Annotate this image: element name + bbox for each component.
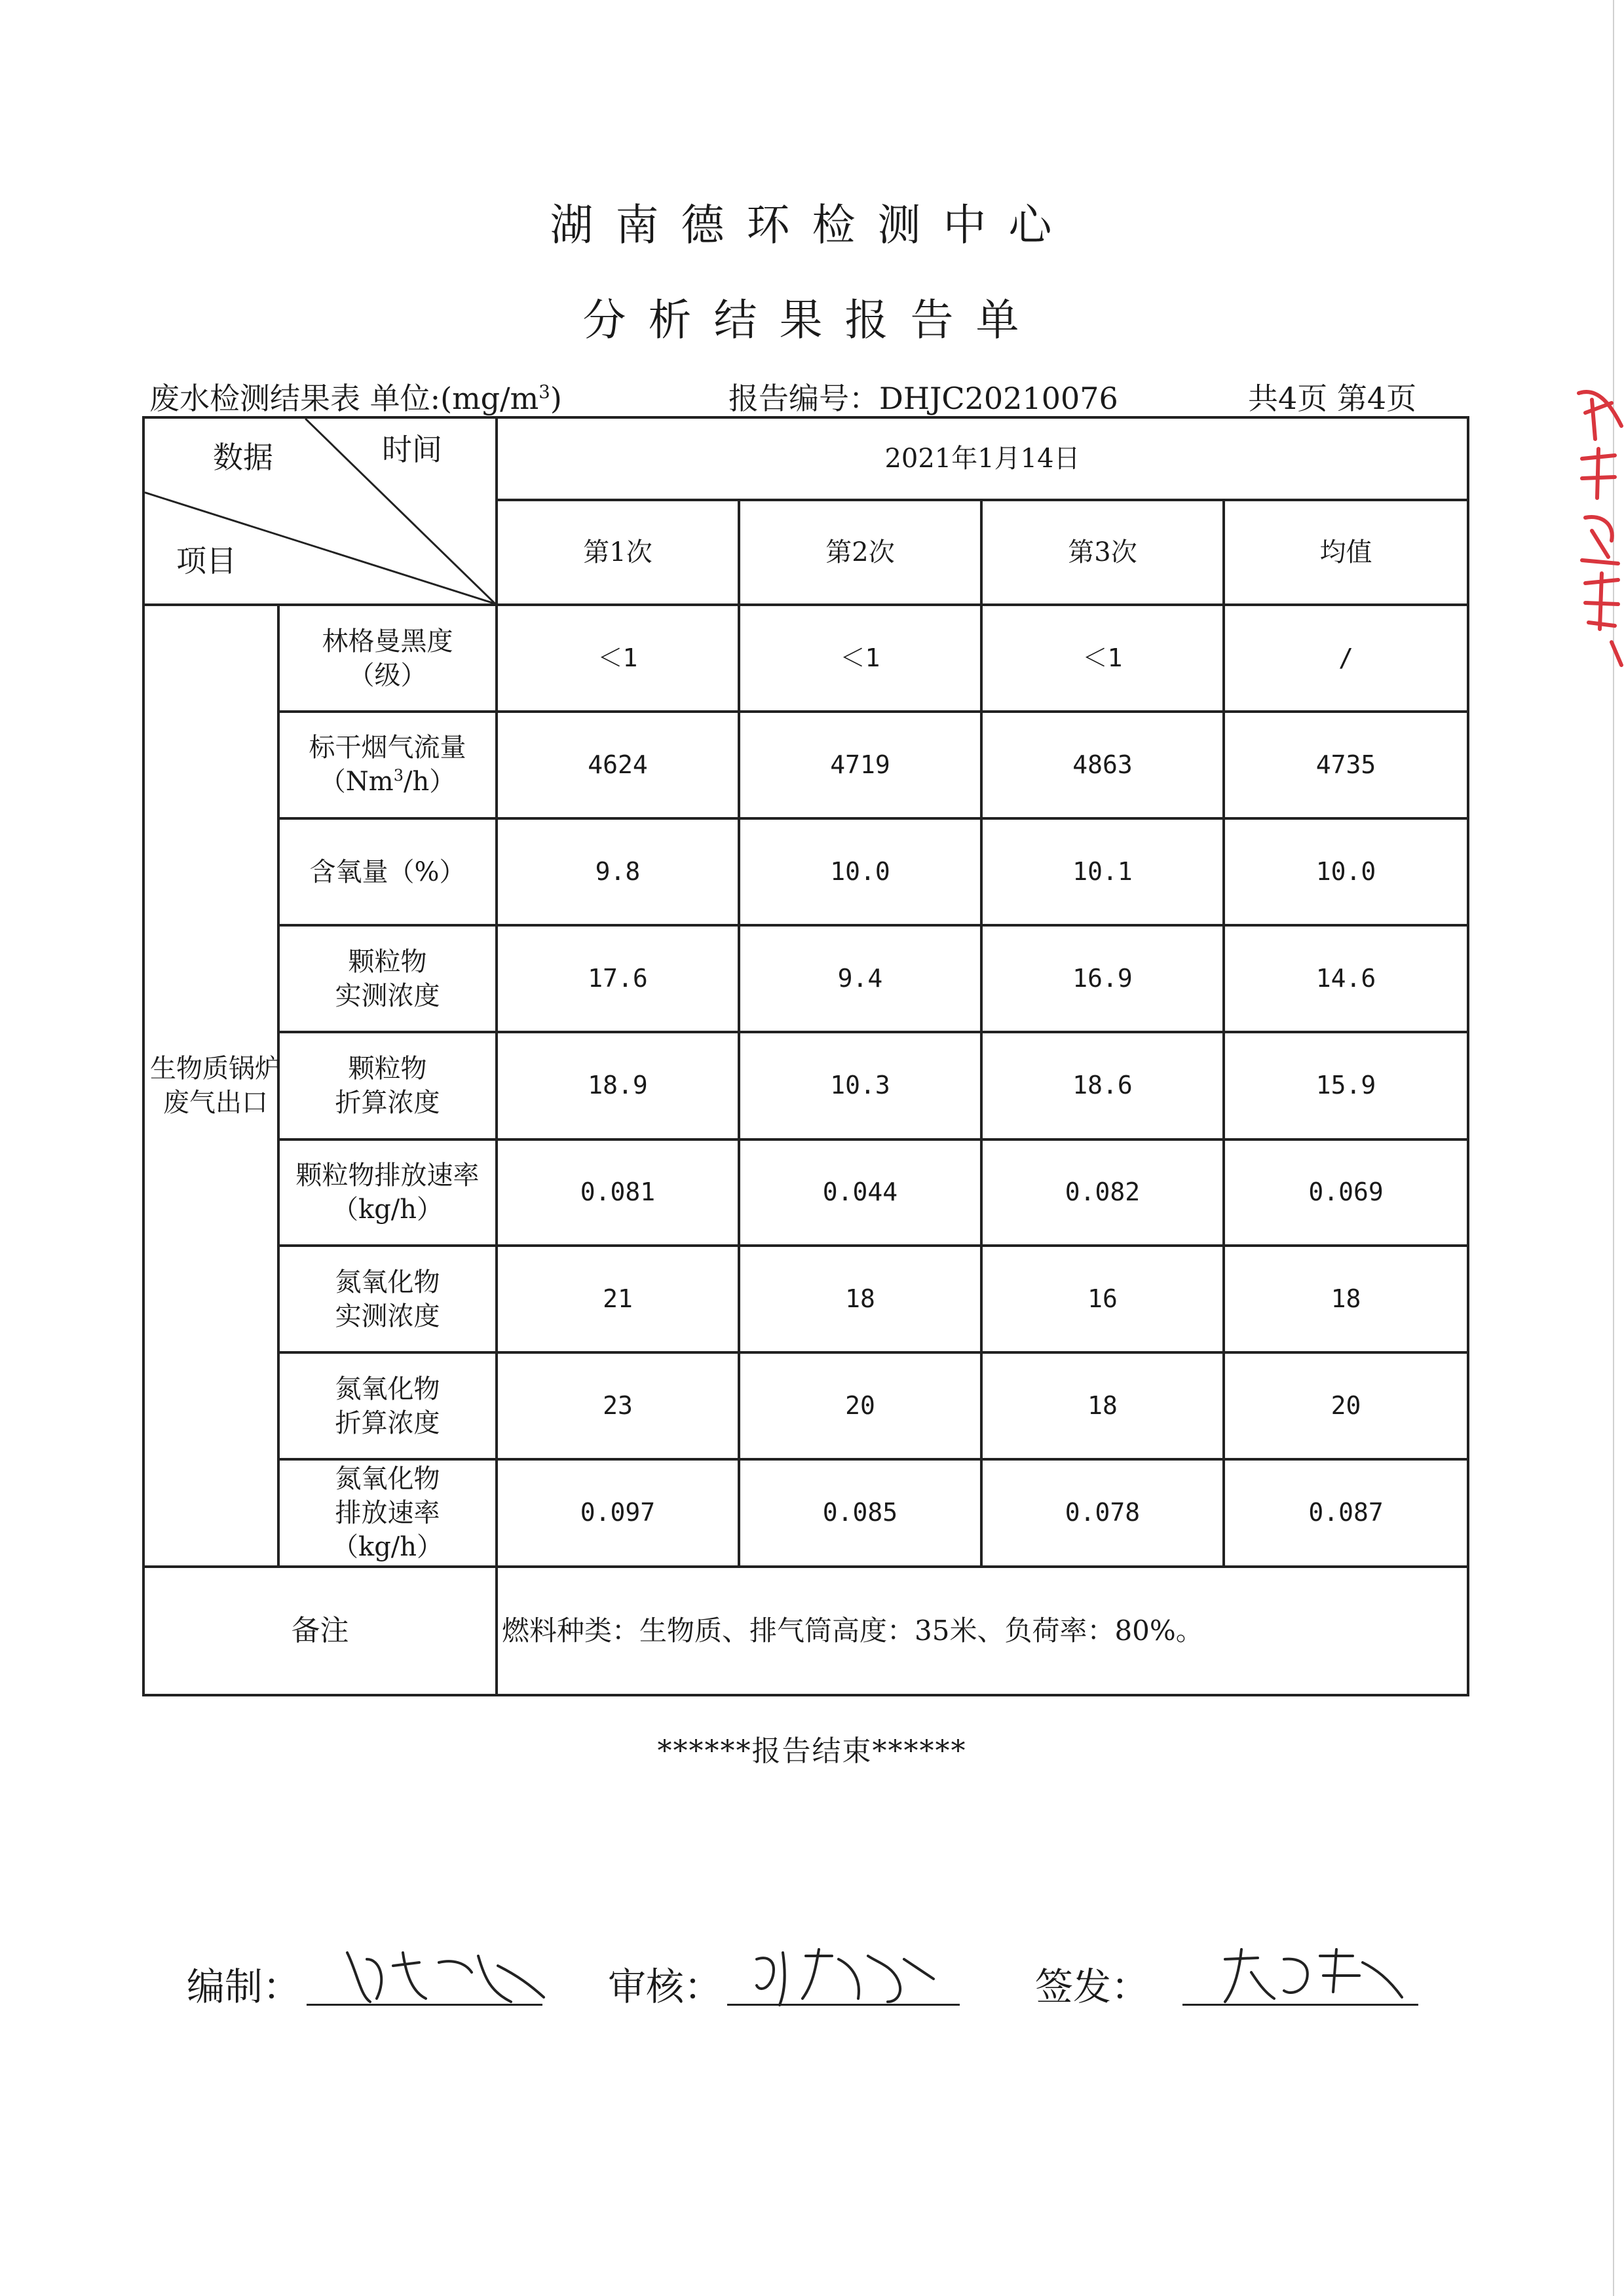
header-corner-cell — [143, 417, 497, 605]
table-row — [143, 1459, 1468, 1566]
value-cell: 0.082 — [981, 1139, 1224, 1246]
corner-label-time: 时间 — [382, 432, 442, 467]
row-label-line1: 氮氧化物 — [335, 1464, 440, 1495]
value-cell: 9.8 — [497, 818, 739, 925]
seal-stamp — [1572, 367, 1624, 668]
value-cell: 23 — [497, 1352, 739, 1459]
value-cell: 0.081 — [497, 1139, 739, 1246]
table-row — [143, 1246, 1468, 1352]
corner-label-item: 项目 — [176, 543, 236, 579]
row-label-line1: 氮氧化物 — [335, 1267, 440, 1297]
value-cell: 0.078 — [981, 1459, 1224, 1566]
report-number-value: DHJC20210076 — [879, 381, 1118, 416]
value-cell: 10.3 — [739, 1032, 981, 1139]
reviewed-by-label: 审核： — [608, 1964, 723, 2009]
table-row — [143, 1032, 1468, 1139]
report-number-label: 报告编号： — [728, 381, 879, 416]
row-label-line1: 标干烟气流量 — [309, 733, 466, 763]
table-row — [143, 818, 1468, 925]
row-label-line2: 实测浓度 — [335, 1301, 440, 1331]
value-cell: 17.6 — [497, 925, 739, 1032]
value-cell: 0.087 — [1224, 1459, 1468, 1566]
compiled-by-signature — [341, 1940, 550, 2012]
value-cell: 20 — [1224, 1352, 1468, 1459]
end-of-report: ******报告结束****** — [657, 1734, 967, 1768]
row-label-line1: 颗粒物 — [348, 946, 427, 977]
value-cell: 0.085 — [739, 1459, 981, 1566]
value-cell: 10.0 — [739, 818, 981, 925]
value-cell: 15.9 — [1224, 1032, 1468, 1139]
value-cell: 4863 — [981, 712, 1224, 818]
value-cell: 18.6 — [981, 1032, 1224, 1139]
row-label — [278, 1459, 497, 1566]
value-cell: 18 — [981, 1352, 1224, 1459]
row-label — [278, 712, 497, 818]
date-header-cell: 2021年1月14日 — [497, 417, 1468, 500]
row-label — [278, 1032, 497, 1139]
org-name: 湖南德环检测中心 — [550, 200, 1074, 250]
value-cell: ＜1 — [981, 605, 1224, 711]
value-cell: 0.069 — [1224, 1139, 1468, 1246]
row-label-line1: 颗粒物 — [348, 1054, 427, 1084]
value-cell: ＜1 — [497, 605, 739, 711]
remark-row — [143, 1567, 1468, 1695]
row-label — [278, 1352, 497, 1459]
document-title: 分析结果报告单 — [582, 295, 1042, 345]
value-cell: 21 — [497, 1246, 739, 1352]
table-row — [143, 1139, 1468, 1246]
value-cell: / — [1224, 605, 1468, 711]
compiled-by-label: 编制： — [187, 1964, 301, 2009]
value-cell: 18.9 — [497, 1032, 739, 1139]
table-row — [143, 712, 1468, 818]
row-label — [278, 1139, 497, 1246]
row-label-line1: 林格曼黑度 — [322, 626, 453, 657]
row-label-line2: 实测浓度 — [335, 980, 440, 1011]
group-label-cell — [143, 605, 281, 1566]
value-cell: 10.0 — [1224, 818, 1468, 925]
results-table — [142, 416, 1469, 1696]
remark-label: 备注 — [143, 1567, 497, 1695]
table-caption-sup: 3 — [538, 381, 550, 403]
remark-text: 燃料种类：生物质、排气筒高度：35米、负荷率：80%。 — [497, 1567, 1468, 1695]
row-label — [278, 1246, 497, 1352]
col-header-2: 第2次 — [739, 500, 981, 605]
row-label-line2: 排放速率 — [335, 1498, 440, 1529]
value-cell: 0.097 — [497, 1459, 739, 1566]
report-number — [728, 375, 1118, 418]
row-label — [278, 925, 497, 1032]
value-cell: 16.9 — [981, 925, 1224, 1032]
value-cell: 4719 — [739, 712, 981, 818]
table-row — [143, 925, 1468, 1032]
page-info: 共4页 第4页 — [1248, 381, 1417, 416]
corner-label-data: 数据 — [213, 440, 273, 475]
approved-by-label: 签发： — [1035, 1964, 1150, 2009]
row-label-line1: 颗粒物排放速率 — [295, 1160, 480, 1191]
table-row — [143, 1352, 1468, 1459]
row-label-line1: 氮氧化物 — [335, 1373, 440, 1404]
value-cell: 10.1 — [981, 818, 1224, 925]
group-label: 生物质锅炉废气出口 — [150, 1054, 281, 1119]
value-cell: 16 — [981, 1246, 1224, 1352]
table-caption — [149, 375, 562, 418]
value-cell: 18 — [1224, 1246, 1468, 1352]
row-label-line2: 折算浓度 — [335, 1407, 440, 1438]
row-label-line2: （kg/h） — [331, 1194, 444, 1225]
row-label-line2: （级） — [348, 660, 427, 691]
col-header-3: 第3次 — [981, 500, 1224, 605]
value-cell: 4624 — [497, 712, 739, 818]
approved-by-signature — [1212, 1940, 1408, 2012]
col-header-avg: 均值 — [1224, 500, 1468, 605]
reviewed-by-signature — [747, 1940, 943, 2012]
table-row — [143, 605, 1468, 711]
row-label-line2: 折算浓度 — [335, 1088, 440, 1119]
value-cell: 18 — [739, 1246, 981, 1352]
value-cell: 14.6 — [1224, 925, 1468, 1032]
value-cell: 0.044 — [739, 1139, 981, 1246]
value-cell: ＜1 — [739, 605, 981, 711]
row-label-line3: （kg/h） — [331, 1532, 444, 1563]
table-caption-suffix: ) — [550, 381, 562, 416]
row-label-line1: 含氧量（%） — [309, 856, 466, 887]
value-cell: 20 — [739, 1352, 981, 1459]
table-caption-prefix: 废水检测结果表 单位:(mg/m — [149, 381, 539, 416]
row-label — [278, 605, 497, 711]
value-cell: 4735 — [1224, 712, 1468, 818]
row-label — [278, 818, 497, 925]
value-cell: 9.4 — [739, 925, 981, 1032]
row-label-line2: （Nm$^3$/h） — [319, 766, 456, 797]
col-header-1: 第1次 — [497, 500, 739, 605]
